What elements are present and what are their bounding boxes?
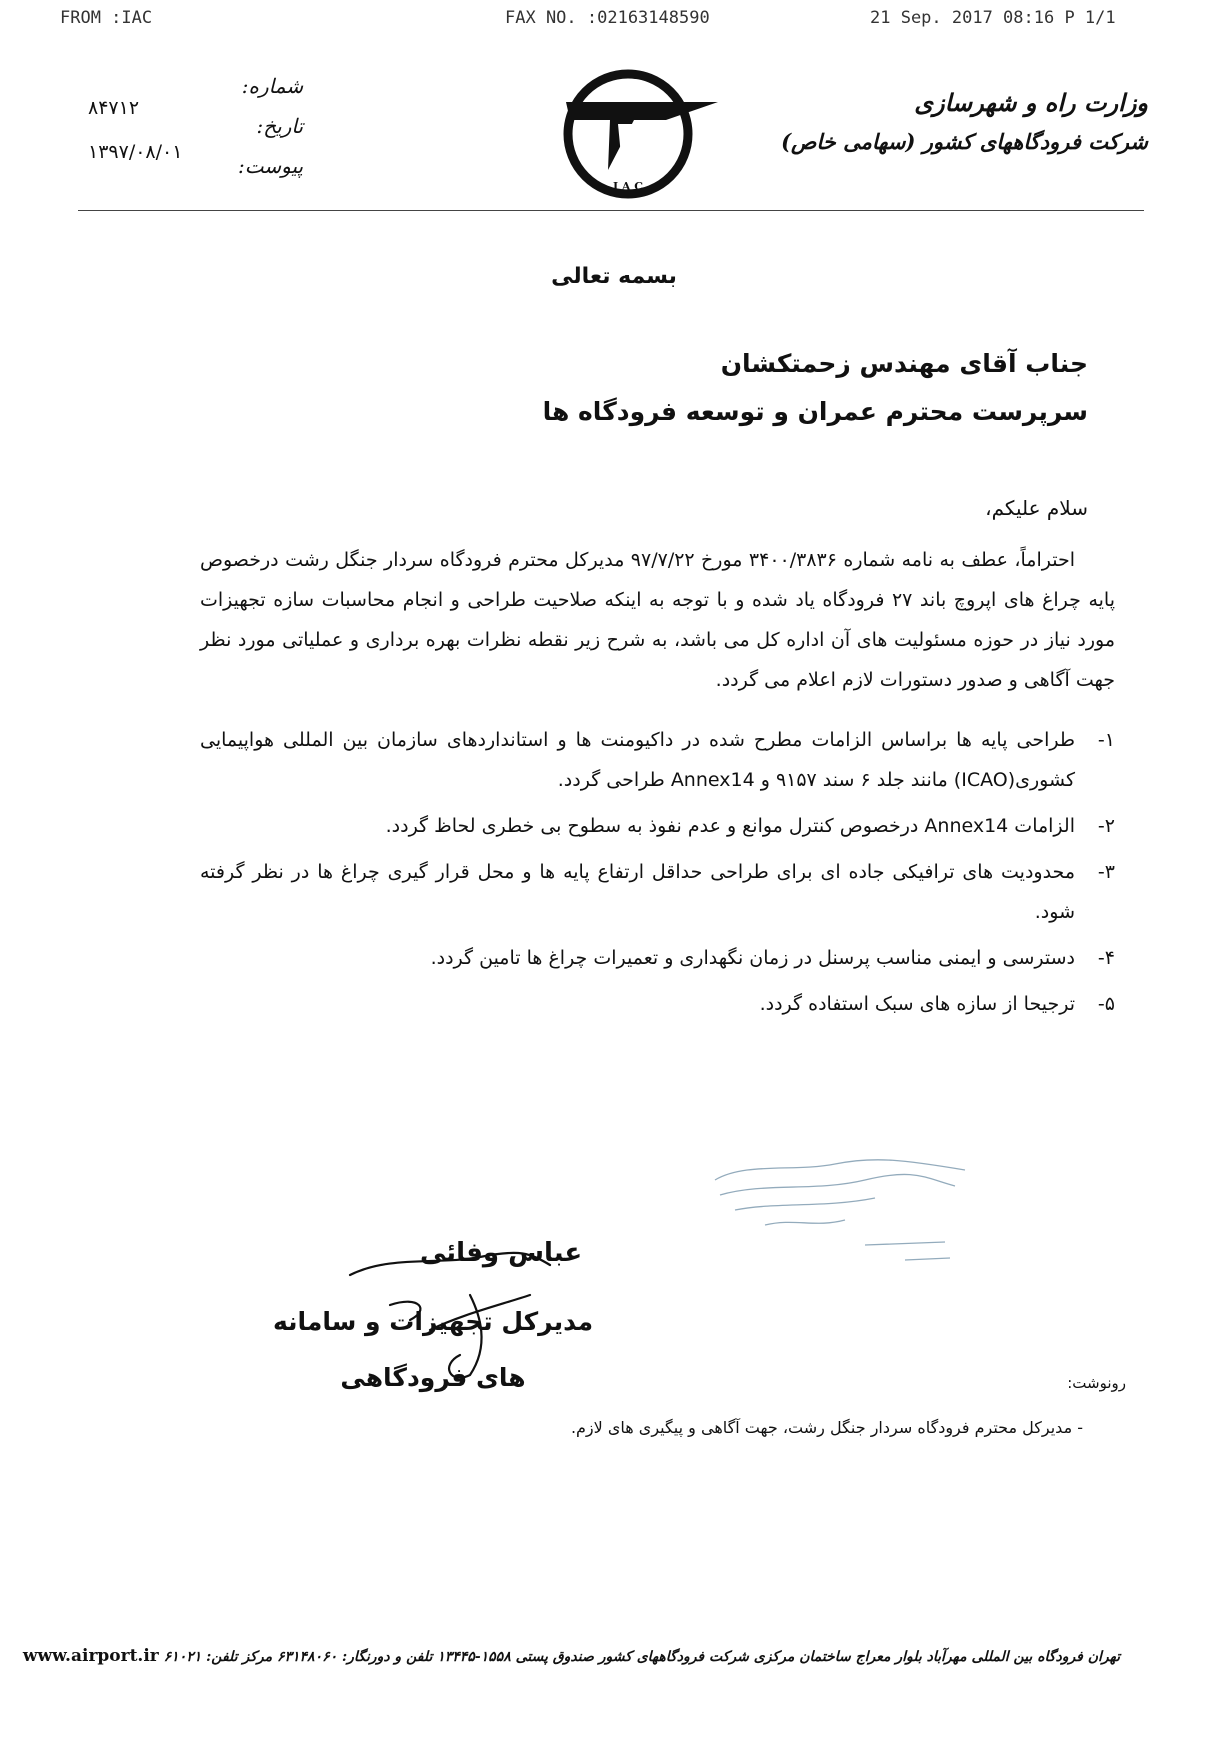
requirements-list bbox=[200, 720, 1115, 1030]
item-number: ۱- bbox=[1097, 729, 1115, 751]
body-paragraph: احتراماً، عطف به نامه شماره ۳۴۰۰/۳۸۳۶ مورخ ۹۷/۷/۲۲ مدیرکل محترم فرودگاه سردار جنگل رشت درخصوص پایه چراغ های اپروچ باند ۲۷ فرودگاه یاد شده و با توجه به اینکه صلاحیت طراحی و انجام محاسبات سازه تجهیزات مورد نیاز در حوزه مسئولیت های آن اداره کل می باشد، به شرح زیر نقطه نظرات بهره برداری و عملیاتی مورد نظر جهت آگاهی و صدور دستورات لازم اعلام می گردد. bbox=[200, 549, 1116, 691]
footer-website: www.airport.ir bbox=[22, 1646, 159, 1666]
letterhead-org bbox=[781, 88, 1148, 154]
recipient-title: سرپرست محترم عمران و توسعه فرودگاه ها bbox=[542, 397, 1088, 426]
list-item bbox=[200, 984, 1115, 1024]
footer bbox=[22, 1646, 1120, 1666]
recipient-name: جناب آقای مهندس زحمتکشان bbox=[720, 349, 1088, 378]
list-item bbox=[200, 852, 1115, 932]
item-text: دسترسی و ایمنی مناسب پرسنل در زمان نگهداری و تعمیرات چراغ ها تامین گردد. bbox=[430, 947, 1075, 969]
cc-item: - مدیرکل محترم فرودگاه سردار جنگل رشت، جهت آگاهی و پیگیری های لازم. bbox=[570, 1418, 1083, 1437]
list-item bbox=[200, 806, 1115, 846]
iac-logo bbox=[548, 62, 723, 202]
letter-number: ۸۴۷۱۲ bbox=[88, 97, 140, 119]
attachment-label: پیوست: bbox=[238, 154, 304, 178]
item-text: الزامات Annex14 درخصوص کنترل موانع و عدم نفوذ به سطوح بی خطری لحاظ گردد. bbox=[385, 815, 1075, 837]
logo-text: I A C bbox=[612, 180, 644, 193]
letter-meta-values bbox=[88, 86, 182, 174]
cc-label: رونوشت: bbox=[1067, 1374, 1126, 1392]
item-text: طراحی پایه ها براساس الزامات مطرح شده در داکیومنت ها و استانداردهای سازمان بین المللی هواپیمایی کشوری(ICAO) مانند جلد ۶ سند ۹۱۵۷ و Annex14 طراحی گردد. bbox=[200, 729, 1075, 791]
item-number: ۴- bbox=[1097, 947, 1115, 969]
item-text: ترجیحا از سازه های سبک استفاده گردد. bbox=[759, 993, 1075, 1015]
greeting: سلام علیکم، bbox=[985, 496, 1088, 520]
ministry-name: وزارت راه و شهرسازی bbox=[914, 88, 1148, 117]
fax-date: 21 Sep. 2017 08:16 P 1/1 bbox=[870, 8, 1116, 28]
list-item bbox=[200, 720, 1115, 800]
footer-address: تهران فرودگاه بین المللی مهرآباد بلوار معراج ساختمان مرکزی شرکت فرودگاههای کشور صندوق پستی ۱۵۵۸-۱۳۴۴۵ تلفن و دورنگار: ۶۳۱۴۸۰۶۰ مرکز تلفن: ۶۱۰۲۱ bbox=[163, 1649, 1120, 1665]
item-text: محدودیت های ترافیکی جاده ای برای طراحی حداقل ارتفاع پایه ها و محل قرار گیری چراغ ها در نظر گرفته شود. bbox=[200, 861, 1075, 923]
basmala: بسمه تعالی bbox=[551, 264, 677, 289]
fax-number: FAX NO. :02163148590 bbox=[505, 8, 710, 28]
company-name: شرکت فرودگاههای کشور (سهامی خاص) bbox=[781, 129, 1148, 154]
date-label: تاریخ: bbox=[256, 114, 304, 138]
letter-body bbox=[200, 540, 1115, 700]
item-number: ۵- bbox=[1097, 993, 1115, 1015]
fax-from: FROM :IAC bbox=[60, 8, 153, 28]
faint-stamp bbox=[705, 1150, 985, 1270]
signatory-name: عباس وفائی bbox=[420, 1238, 583, 1268]
item-number: ۳- bbox=[1097, 861, 1115, 883]
list-item bbox=[200, 938, 1115, 978]
signatory-title: مدیرکل تجهیزات و سامانه های فرودگاهی bbox=[272, 1307, 594, 1392]
recipient bbox=[543, 340, 1088, 436]
handwritten-signature bbox=[330, 1235, 600, 1395]
letter-date: ۱۳۹۷/۰۸/۰۱ bbox=[88, 141, 183, 163]
item-number: ۲- bbox=[1097, 815, 1115, 837]
header-divider bbox=[78, 210, 1144, 211]
number-label: شماره: bbox=[241, 74, 304, 98]
letter-meta-labels bbox=[238, 66, 303, 186]
